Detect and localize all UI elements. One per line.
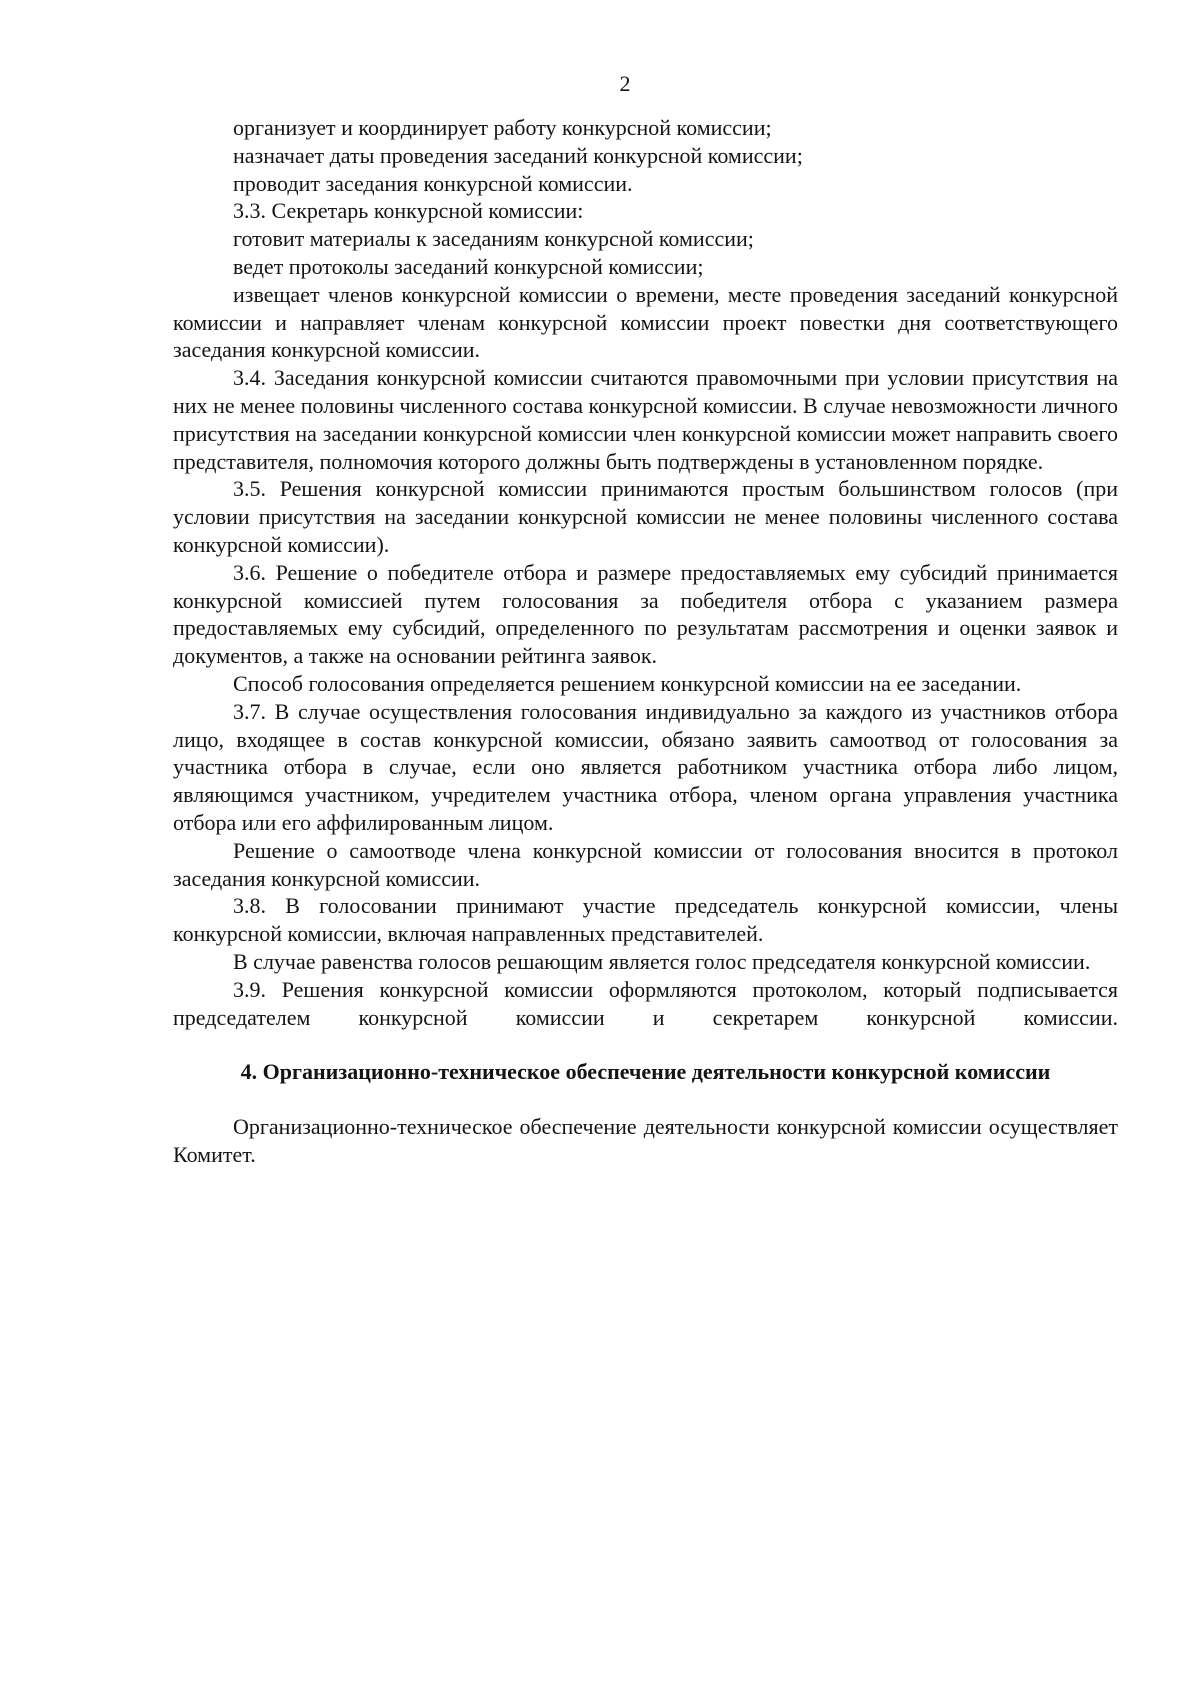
paragraph-3-4: 3.4. Заседания конкурсной комиссии считаются правомочными при условии присутствия на них не менее половины численного состава конкурсной комиссии. В случае невозможности личного присутствия на заседании конкурсной комиссии член конкурсной комиссии может направить своего представителя, полномочия которого должны быть подтверждены в установленном порядке.: [173, 365, 1118, 474]
section-4-heading: 4. Организационно-техническое обеспечение деятельности конкурсной комиссии: [240, 1059, 1051, 1085]
paragraph-secretary-duty-1: готовит материалы к заседаниям конкурсной комиссии;: [233, 226, 754, 252]
paragraph-secretary-duty-3: извещает членов конкурсной комиссии о времени, месте проведения заседаний конкурсной комиссии и направляет членам конкурсной комиссии проект повестки дня соответствующего заседания конкурсной комиссии.: [173, 281, 1118, 363]
document-body: [173, 114, 1118, 1169]
paragraph-3-8: 3.8. В голосовании принимают участие председатель конкурсной комиссии, члены конкурсной комиссии, включая направленных представителей.: [173, 893, 1118, 947]
section-4-text: Организационно-техническое обеспечение деятельности конкурсной комиссии осуществляет Комитет.: [173, 1114, 1118, 1167]
paragraph-3-7: 3.7. В случае осуществления голосования индивидуально за каждого из участников отбора лицо, входящее в состав конкурсной комиссии, обязано заявить самоотвод от голосования за участника отбора в случае, если оно является работником участника отбора либо лицом, являющимся участником, учредителем участника отбора, членом органа управления участника отбора или его аффилированным лицом.: [173, 698, 1118, 835]
paragraph-chair-duty-1: организует и координирует работу конкурсной комиссии;: [233, 115, 772, 140]
paragraph-3-9: 3.9. Решения конкурсной комиссии оформляются протоколом, который подписывается председателем конкурсной комиссии и секретарем конкурсной комиссии.: [173, 976, 1118, 1030]
paragraph-recusal: Решение о самоотводе члена конкурсной комиссии от голосования вносится в протокол заседания конкурсной комиссии.: [173, 837, 1118, 891]
paragraph-tie-vote: В случае равенства голосов решающим является голос председателя конкурсной комиссии.: [233, 948, 1091, 974]
paragraph-3-3: 3.3. Секретарь конкурсной комиссии:: [233, 198, 584, 224]
paragraph-chair-duty-2: назначает даты проведения заседаний конкурсной комиссии;: [233, 142, 803, 168]
paragraph-secretary-duty-2: ведет протоколы заседаний конкурсной комиссии;: [233, 253, 704, 279]
paragraph-3-6: 3.6. Решение о победителе отбора и размере предоставляемых ему субсидий принимается конкурсной комиссией путем голосования за победителя отбора с указанием размера предоставляемых ему субсидий, определенного по результатам рассмотрения и оценки заявок и документов, а также на основании рейтинга заявок.: [173, 559, 1118, 669]
paragraph-3-5: 3.5. Решения конкурсной комиссии принимаются простым большинством голосов (при условии присутствия на заседании конкурсной комиссии не менее половины численного состава конкурсной комиссии).: [173, 476, 1118, 557]
page-number: 2: [619, 71, 631, 96]
paragraph-chair-duty-3: проводит заседания конкурсной комиссии.: [233, 170, 633, 196]
paragraph-voting-method: Способ голосования определяется решением конкурсной комиссии на ее заседании.: [233, 670, 1022, 696]
